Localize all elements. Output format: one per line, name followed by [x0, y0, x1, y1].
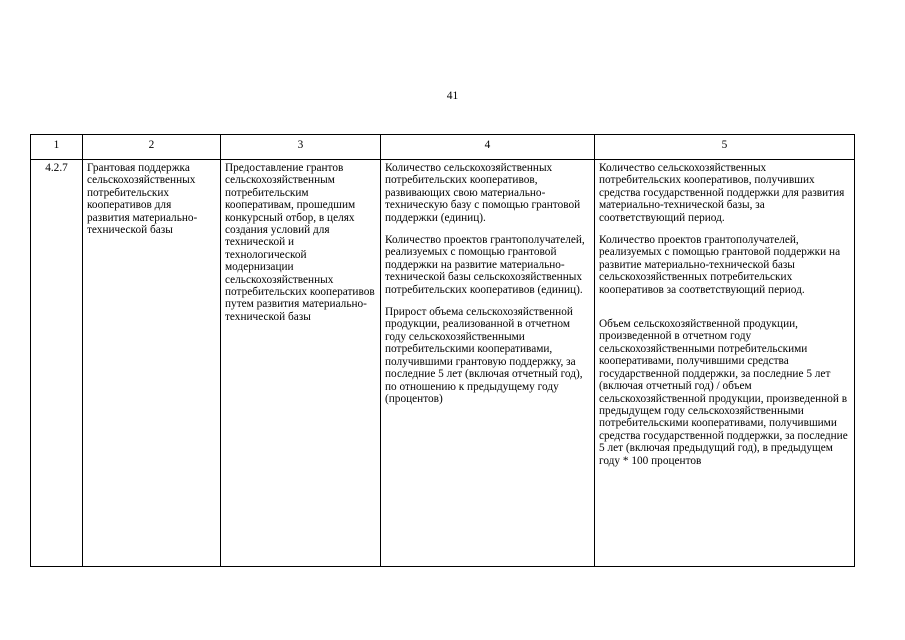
indicators-cell — [381, 160, 595, 567]
method-text: Количество сельскохозяйственных потребительских кооперативов, получивших средства государственной поддержки для развития материально-технической базы, за соответствующий период. — [599, 162, 845, 224]
column-header-2: 2 — [83, 135, 221, 160]
measure-description: Предоставление грантов сельскохозяйственным потребительским кооперативам, прошедшим конкурсный отбор, в целях создания условий для технической и технологической модернизации сельскохозяйственных потребительских кооперативов путем развития материально-технической базы — [221, 160, 381, 567]
column-header-1: 1 — [31, 135, 83, 160]
indicator-text: Количество проектов грантополучателей, реализуемых с помощью грантовой поддержки на развитие материально-технической базы сельскохозяйственных потребительских кооперативов (единиц). — [385, 234, 585, 296]
program-table — [30, 134, 855, 567]
column-header-3: 3 — [221, 135, 381, 160]
method-text: Объем сельскохозяйственной продукции, произведенной в отчетном году сельскохозяйственными потребительскими кооперативами, получившими средства государственной поддержки, за последние 5 лет (включая отчетный год) / объем сельскохозяйственной продукции, произведенной в предыдущем году сельскохозяйственными потребительскими кооперативами, получившими средства государственной поддержки, за последние 5 лет (включая предыдущий год), в предыдущем году * 100 процентов — [599, 318, 848, 467]
indicator-text: Прирост объема сельскохозяйственной продукции, реализованной в отчетном году сельскохозяйственными потребительскими кооперативами, получившими грантовую поддержку, за последние 5 лет (включая отчетный год), по отношению к предыдущему году (процентов) — [385, 306, 583, 405]
row-code: 4.2.7 — [31, 160, 83, 567]
indicator-text: Количество сельскохозяйственных потребительских кооперативов, развивающих свою материально-техническую базу с помощью грантовой поддержки (единиц). — [385, 162, 581, 224]
method-text: Количество проектов грантополучателей, реализуемых с помощью грантовой поддержки на развитие материально-технической базы сельскохозяйственных потребительских кооперативов за соответствующий период. — [599, 234, 841, 296]
table-row — [31, 160, 855, 567]
column-header-5: 5 — [595, 135, 855, 160]
measure-name: Грантовая поддержка сельскохозяйственных потребительских кооперативов для развития материально-технической базы — [83, 160, 221, 567]
column-header-4: 4 — [381, 135, 595, 160]
methods-cell — [595, 160, 855, 567]
page-number: 41 — [446, 90, 459, 102]
table-header — [31, 135, 855, 160]
